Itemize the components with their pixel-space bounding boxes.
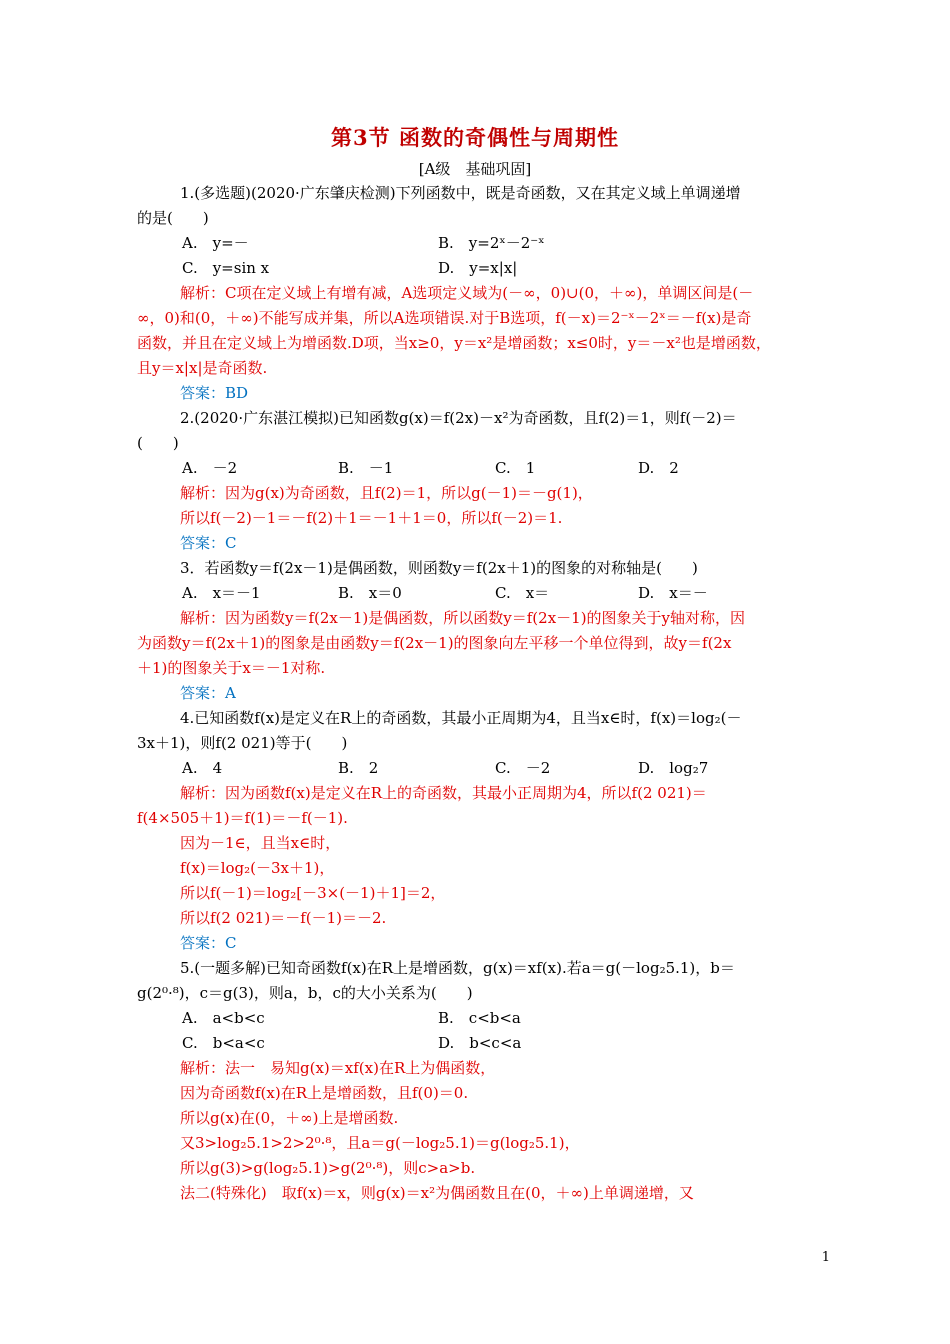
q2-option-d: D. 2 — [638, 459, 679, 477]
q2-option-c: C. 1 — [495, 459, 536, 477]
q1-option-a: A. y=－ — [182, 234, 249, 252]
q2-solution-line1: 解析：因为g(x)为奇函数，且f(2)＝1，所以g(－1)＝－g(1)， — [180, 484, 593, 502]
q4-solution-line3: 因为－1∈，且当x∈时， — [180, 834, 341, 852]
q3-option-b: B. x＝0 — [338, 584, 402, 602]
q1-option-c: C. y=sin x — [182, 259, 270, 277]
q1-stem-line1: 1.(多选题)(2020·广东肇庆检测)下列函数中，既是奇函数，又在其定义域上单调递增 — [180, 184, 741, 202]
q2-stem-line1: 2.(2020·广东湛江模拟)已知函数g(x)＝f(2x)－x²为奇函数，且f(2)＝1，则f(－2)＝ — [180, 409, 737, 427]
q5-solution-line5: 所以g(3)>g(log₂5.1)>g(2⁰·⁸)，则c>a>b. — [180, 1159, 476, 1177]
q5-solution-line3: 所以g(x)在(0，＋∞)上是增函数. — [180, 1109, 399, 1127]
section-title: 第3节 函数的奇偶性与周期性 — [331, 125, 619, 150]
q1-solution-line4: 且y＝x|x|是奇函数. — [137, 359, 268, 377]
q4-solution-line2: f(4×505＋1)＝f(1)＝－f(－1). — [137, 809, 348, 827]
q1-solution-line3: 函数，并且在定义域上为增函数.D项，当x≥0，y＝x²是增函数；x≤0时，y＝－x²也是增函数， — [137, 334, 771, 352]
q5-option-c: C. b<a<c — [182, 1034, 265, 1052]
q4-option-a: A. 4 — [182, 759, 223, 777]
q5-solution-line2: 因为奇函数f(x)在R上是增函数，且f(0)＝0. — [180, 1084, 469, 1102]
q5-stem-line1: 5.(一题多解)已知奇函数f(x)在R上是增函数，g(x)＝xf(x).若a＝g(－log₂5.1)，b＝ — [180, 959, 735, 977]
q3-solution-line3: ＋1)的图象关于x＝－1对称. — [137, 659, 326, 677]
q1-answer: 答案：BD — [180, 384, 249, 402]
q5-option-b: B. c<b<a — [438, 1009, 521, 1027]
q1-solution-line2: ∞，0)和(0，＋∞)不能写成并集，所以A选项错误.对于B选项，f(－x)＝2⁻ˣ－2ˣ＝－f(x)是奇 — [137, 309, 752, 327]
q3-option-d: D. x＝－ — [638, 584, 708, 602]
q5-stem-line2: g(2⁰·⁸)，c＝g(3)，则a，b，c的大小关系为( ) — [137, 984, 473, 1002]
q5-option-a: A. a<b<c — [182, 1009, 265, 1027]
q5-solution-line4: 又3>log₂5.1>2>2⁰·⁸，且a＝g(－log₂5.1)＝g(log₂5.1)， — [180, 1134, 580, 1152]
q1-option-b: B. y=2ˣ－2⁻ˣ — [438, 234, 545, 252]
level-heading: [A级 基础巩固] — [418, 160, 532, 178]
q4-stem-line1: 4.已知函数f(x)是定义在R上的奇函数，其最小正周期为4，且当x∈时，f(x)＝log₂(－ — [180, 709, 742, 727]
q3-solution-line1: 解析：因为函数y＝f(2x－1)是偶函数，所以函数y＝f(2x－1)的图象关于y轴对称，因 — [180, 609, 746, 627]
q4-solution-line6: 所以f(2 021)＝－f(－1)＝－2. — [180, 909, 387, 927]
q2-solution-line2: 所以f(－2)－1＝－f(2)＋1＝－1＋1＝0，所以f(－2)＝1. — [180, 509, 563, 527]
q2-option-b: B. －1 — [338, 459, 394, 477]
q4-solution-line4: f(x)＝log₂(－3x＋1)， — [180, 859, 335, 877]
q5-option-d: D. b<c<a — [438, 1034, 522, 1052]
q4-solution-line1: 解析：因为函数f(x)是定义在R上的奇函数，其最小正周期为4，所以f(2 021)＝ — [180, 784, 707, 802]
q3-option-c: C. x＝ — [495, 584, 550, 602]
q3-answer: 答案：A — [180, 684, 236, 702]
q2-option-a: A. －2 — [182, 459, 238, 477]
page-number: 1 — [821, 1250, 830, 1265]
q4-stem-line2: 3x＋1)，则f(2 021)等于( ) — [137, 734, 348, 752]
q4-option-c: C. －2 — [495, 759, 551, 777]
q4-option-d: D. log₂7 — [638, 759, 709, 777]
q4-answer: 答案：C — [180, 934, 237, 952]
q3-option-a: A. x＝－1 — [182, 584, 261, 602]
q1-option-d: D. y=x|x| — [438, 259, 518, 277]
q1-stem-line2: 的是( ) — [137, 209, 209, 227]
q5-solution-line1: 解析：法一 易知g(x)＝xf(x)在R上为偶函数， — [180, 1059, 496, 1077]
q5-solution-line6: 法二(特殊化) 取f(x)＝x，则g(x)＝x²为偶函数且在(0，＋∞)上单调递增，又 — [180, 1184, 694, 1202]
q3-stem-line1: 3．若函数y＝f(2x－1)是偶函数，则函数y＝f(2x＋1)的图象的对称轴是( ) — [180, 559, 698, 577]
q3-solution-line2: 为函数y＝f(2x＋1)的图象是由函数y＝f(2x－1)的图象向左平移一个单位得到，故y＝f(2x — [137, 634, 732, 652]
q1-solution-line1: 解析：C项在定义域上有增有减，A选项定义域为(－∞，0)∪(0，＋∞)，单调区间是(－ — [180, 284, 754, 302]
q4-solution-line5: 所以f(－1)＝log₂[－3×(－1)＋1]＝2， — [180, 884, 446, 902]
q2-stem-line2: ( ) — [137, 434, 179, 452]
q4-option-b: B. 2 — [338, 759, 379, 777]
q2-answer: 答案：C — [180, 534, 237, 552]
